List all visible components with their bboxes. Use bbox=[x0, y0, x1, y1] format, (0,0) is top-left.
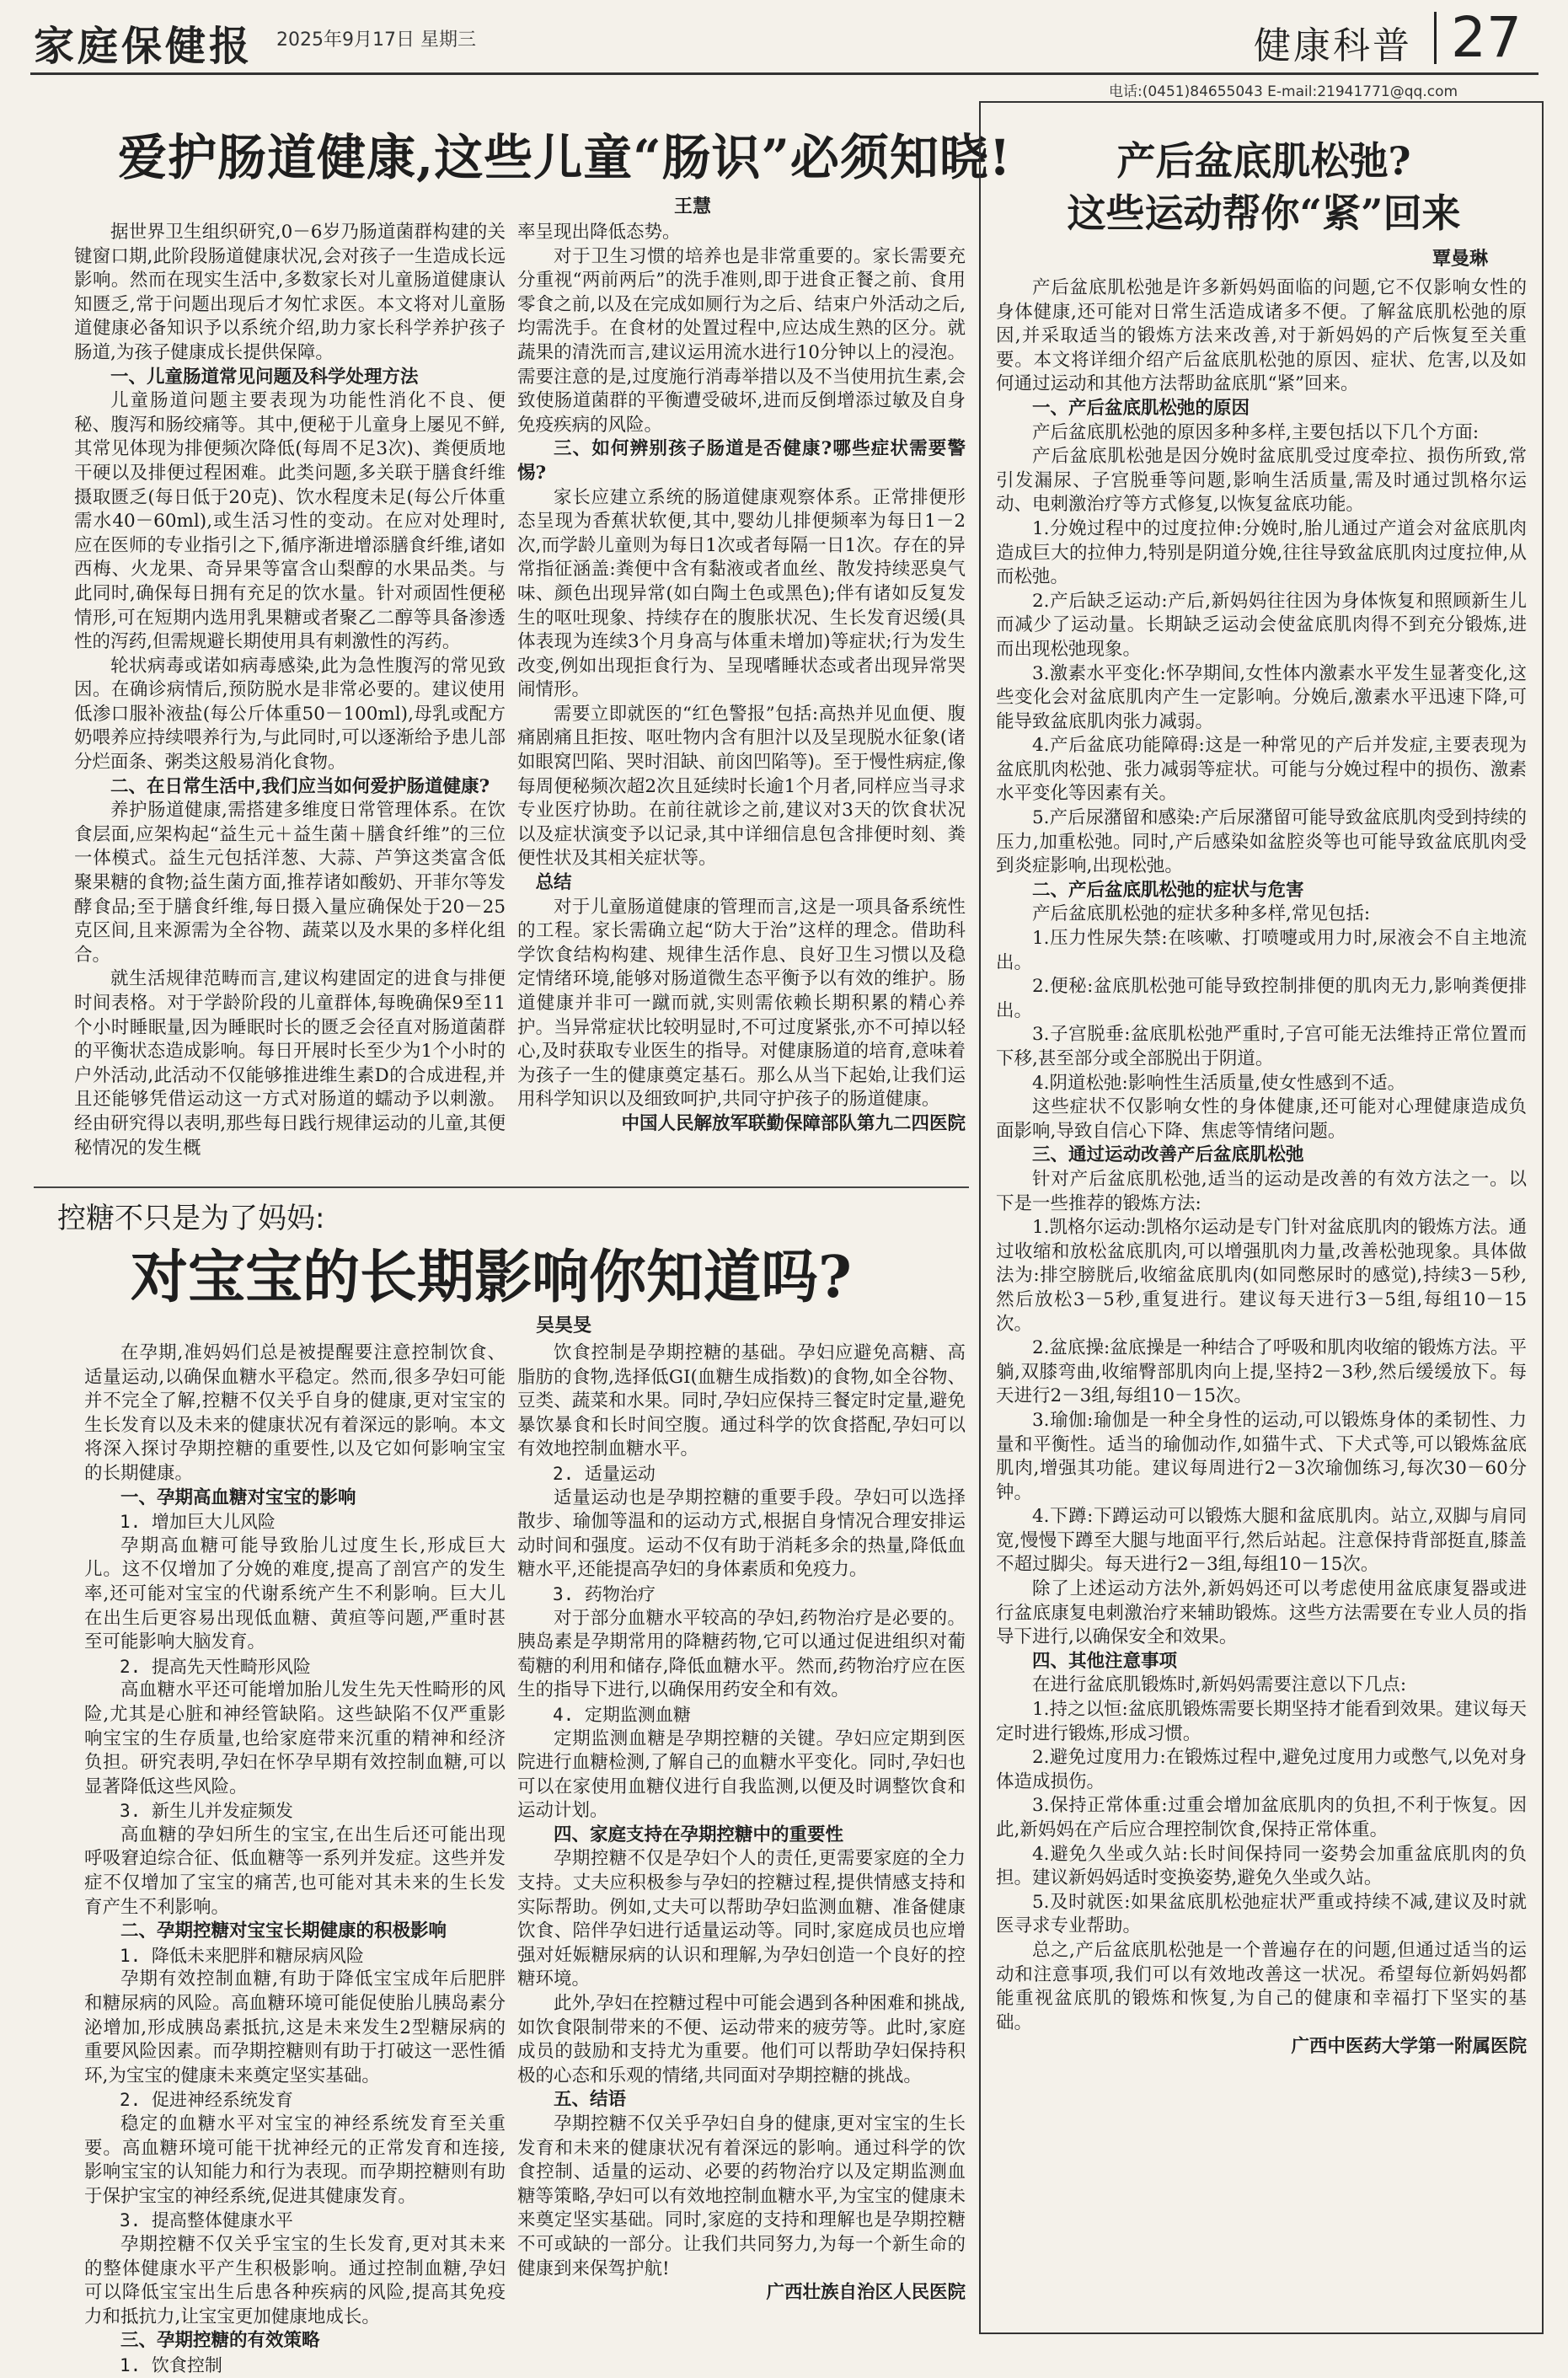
subheading: 五、结语 bbox=[554, 2089, 627, 2111]
paragraph: 3.保持正常体重:过重会增加盆底肌肉的负担,不利于恢复。因此,新妈妈在产后应合理控制饮食,保持正常体重。 bbox=[996, 1795, 1527, 1840]
paragraph: 2.盆底操:盆底操是一种结合了呼吸和肌肉收缩的锻炼方法。平躺,双膝弯曲,收缩臀部肌肉向上提,坚持2－3秒,然后缓缓放下。每天进行2－3组,每组10－15次。 bbox=[996, 1337, 1527, 1407]
paragraph: 5.及时就医:如果盆底肌松弛症状严重或持续不减,建议及时就医寻求专业帮助。 bbox=[996, 1891, 1527, 1937]
subheading: 二、在日常生活中,我们应当如何爱护肠道健康? bbox=[110, 775, 490, 797]
sub-subheading: 3. 药物治疗 bbox=[553, 1583, 656, 1604]
sub-subheading: 3. 新生儿并发症频发 bbox=[120, 1801, 293, 1822]
title-line: 产后盆底肌松弛? bbox=[1116, 138, 1411, 184]
paragraph: 3.激素水平变化:怀孕期间,女性体内激素水平发生显著变化,这些变化会对盆底肌肉产生一定影响。分娩后,激素水平迅速下降,可能导致盆底肌肉张力减弱。 bbox=[996, 662, 1527, 732]
paragraph: 适量运动也是孕期控糖的重要手段。孕妇可以选择散步、瑜伽等温和的运动方式,根据自身情况合理安排运动时间和强度。运动不仅有助于消耗多余的热量,降低血糖水平,还能提高孕妇的身体素质和免疫力。 bbox=[517, 1486, 966, 1581]
paragraph: 据世界卫生组织研究,0－6岁乃肠道菌群构建的关键窗口期,此阶段肠道健康状况,会对孩子一生造成长远影响。然而在现实生活中,多数家长对儿童肠道健康认知匮乏,常于问题出现后才匆忙求医。本文将对儿童肠道健康必备知识予以系统介绍,助力家长科学养护孩子肠道,为孩子健康成长提供保障。 bbox=[74, 222, 506, 363]
paragraph: 2.产后缺乏运动:产后,新妈妈往往因为身体恢复和照顾新生儿而减少了运动量。长期缺乏运动会使盆底肌肉得不到充分锻炼,进而出现松弛现象。 bbox=[996, 590, 1527, 660]
issue-date: 2025年9月17日 星期三 bbox=[276, 29, 476, 51]
article-author: 王慧 bbox=[674, 195, 712, 217]
subheading: 三、通过运动改善产后盆底肌松弛 bbox=[1032, 1144, 1304, 1166]
article-kicker: 控糖不只是为了妈妈: bbox=[57, 1202, 325, 1235]
paragraph: 饮食控制是孕期控糖的基础。孕妇应避免高糖、高脂肪的食物,选择低GI(血糖生成指数)的食物,如全谷物、豆类、蔬菜和水果。同时,孕妇应保持三餐定时定量,避免暴饮暴食和长时间空腹。通过科学的饮食搭配,孕妇可以有效地控制血糖水平。 bbox=[517, 1342, 966, 1460]
paragraph: 2.便秘:盆底肌松弛可能导致控制排便的肌肉无力,影响粪便排出。 bbox=[996, 976, 1527, 1021]
paragraph: 孕期控糖不仅关乎宝宝的生长发育,更对其未来的整体健康水平产生积极影响。通过控制血糖,孕妇可以降低宝宝出生后患各种疾病的风险,提高其免疫力和抵抗力,让宝宝更加健康地成长。 bbox=[84, 2233, 506, 2327]
subheading: 总结 bbox=[535, 872, 572, 894]
paragraph: 这些症状不仅影响女性的身体健康,还可能对心理健康造成负面影响,导致自信心下降、焦虑等情绪问题。 bbox=[996, 1096, 1527, 1142]
masthead-rule bbox=[30, 72, 1539, 75]
article-title bbox=[994, 135, 1533, 239]
title-line: 这些运动帮你“紧”回来 bbox=[1067, 190, 1461, 236]
section-title: 健康科普 bbox=[1254, 24, 1412, 67]
article-column bbox=[517, 1342, 966, 2332]
article-author: 吴昊旻 bbox=[536, 1315, 592, 1336]
sub-subheading: 1. 增加巨大儿风险 bbox=[120, 1512, 276, 1533]
masthead bbox=[0, 0, 1568, 84]
article-title: 爱护肠道健康,这些儿童“肠识”必须知晓! bbox=[118, 129, 1012, 186]
section-divider bbox=[34, 1186, 969, 1188]
paragraph: 4.避免久坐或久站:长时间保持同一姿势会加重盆底肌肉的负担。建议新妈妈适时变换姿势,避免久坐或久站。 bbox=[996, 1843, 1527, 1889]
paragraph: 3.子宫脱垂:盆底肌松弛严重时,子宫可能无法维持正常位置而下移,甚至部分或全部脱出于阴道。 bbox=[996, 1024, 1527, 1069]
paragraph: 就生活规律范畴而言,建议构建固定的进食与排便时间表格。对于学龄阶段的儿童群体,每晚确保9至11个小时睡眠量,因为睡眠时长的匮乏会径直对肠道菌群的平衡状态造成影响。每日开展时长至少为1个小时的户外活动,此活动不仅能够推进维生素D的合成进程,并且还能够凭借运动这一方式对肠道的蠕动予以刺激。经由研究得以表明,那些每日践行规律运动的儿童,其便秘情况的发生概 bbox=[74, 968, 506, 1159]
paragraph: 对于卫生习惯的培养也是非常重要的。家长需要充分重视“两前两后”的洗手准则,即于进食正餐之前、食用零食之前,以及在完成如厕行为之后、结束户外活动之后,均需洗手。在食材的处置过程中,应达成生熟的区分。就蔬果的清洗而言,建议运用流水进行10分钟以上的浸泡。需要注意的是,过度施行消毒举措以及不当使用抗生素,会致使肠道菌群的平衡遭受破坏,进而反倒增添过敏及自身免疫疾病的风险。 bbox=[517, 245, 966, 436]
paragraph: 孕期有效控制血糖,有助于降低宝宝成年后肥胖和糖尿病的风险。高血糖环境可能促使胎儿胰岛素分泌增加,形成胰岛素抵抗,这是未来发生2型糖尿病的重要风险因素。而孕期控糖则有助于打破这一恶性循环,为宝宝的健康未来奠定坚实基础。 bbox=[84, 1968, 506, 2086]
paragraph: 儿童肠道问题主要表现为功能性消化不良、便秘、腹泻和肠绞痛等。其中,便秘于儿童身上屡见不鲜,其常见体现为排便频次降低(每周不足3次)、粪便质地干硬以及排便过程困难。此类问题,多关联于膳食纤维摄取匮乏(每日低于20克)、饮水程度未足(每公斤体重需水40－60ml),或生活习性的变动。在应对处理时,应在医师的专业指引之下,循序渐进增添膳食纤维,诸如西梅、火龙果、奇异果等富含山梨醇的水果品类。与此同时,确保每日拥有充足的饮水量。针对顽固性便秘情形,可在短期内选用乳果糖或者聚乙二醇等具备渗透性的泻药,但需规避长期使用具有刺激性的泻药。 bbox=[74, 390, 506, 653]
sub-subheading: 1. 降低未来肥胖和糖尿病风险 bbox=[120, 1945, 364, 1966]
paragraph: 产后盆底肌松弛是许多新妈妈面临的问题,它不仅影响女性的身体健康,还可能对日常生活造成诸多不便。了解盆底肌松弛的原因,并采取适当的锻炼方法来改善,对于新妈妈的产后恢复至关重要。本文将详细介绍产后盆底肌松弛的原因、症状、危害,以及如何通过运动和其他方法帮助盆底肌“紧”回来。 bbox=[996, 277, 1527, 395]
paragraph: 高血糖的孕妇所生的宝宝,在出生后还可能出现呼吸窘迫综合征、低血糖等一系列并发症。这些并发症不仅增加了宝宝的痛苦,也可能对其未来的生长发育产生不利影响。 bbox=[84, 1824, 506, 1918]
paragraph: 4.产后盆底功能障碍:这是一种常见的产后并发症,主要表现为盆底肌肉松弛、张力减弱等症状。可能与分娩过程中的损伤、激素水平变化等因素有关。 bbox=[996, 735, 1527, 805]
paragraph: 4.阴道松弛:影响性生活质量,使女性感到不适。 bbox=[1032, 1072, 1406, 1094]
paragraph: 产后盆底肌松弛的症状多种多样,常见包括: bbox=[1032, 903, 1371, 925]
article-column bbox=[517, 221, 966, 1181]
paragraph: 率呈现出降低态势。 bbox=[517, 222, 681, 243]
paragraph: 除了上述运动方法外,新妈妈还可以考虑使用盆底康复器或进行盆底康复电刺激治疗来辅助锻炼。这些方法需要在专业人员的指导下进行,以确保安全和效果。 bbox=[996, 1578, 1527, 1648]
paragraph: 1.凯格尔运动:凯格尔运动是专门针对盆底肌肉的锻炼方法。通过收缩和放松盆底肌肉,可以增强肌肉力量,改善松弛现象。具体做法为:排空膀胱后,收缩盆底肌肉(如同憋尿时的感觉),持续3－5秒,然后放松3－5秒,重复进行。建议每天进行3－5组,每组10－15次。 bbox=[996, 1217, 1527, 1335]
paragraph: 养护肠道健康,需搭建多维度日常管理体系。在饮食层面,应架构起“益生元＋益生菌＋膳食纤维”的三位一体模式。益生元包括洋葱、大蒜、芦笋这类富含低聚果糖的食物;益生菌方面,推荐诸如酸奶、开菲尔等发酵食品;至于膳食纤维,每日摄入量应确保处于20－25克区间,且来源需为全谷物、蔬菜以及水果的多样化组合。 bbox=[74, 800, 506, 966]
paragraph: 4.下蹲:下蹲运动可以锻炼大腿和盆底肌肉。站立,双脚与肩同宽,慢慢下蹲至大腿与地面平行,然后站起。注意保持背部挺直,膝盖不超过脚尖。每天进行2－3组,每组10－15次。 bbox=[996, 1506, 1527, 1576]
hospital-credit: 中国人民解放军联勤保障部队第九二四医院 bbox=[621, 1112, 966, 1134]
divider bbox=[1434, 12, 1437, 64]
paragraph: 3.瑜伽:瑜伽是一种全身性的运动,可以锻炼身体的柔韧性、力量和平衡性。适当的瑜伽动作,如猫牛式、下犬式等,可以锻炼盆底肌肉,增强其功能。建议每周进行2－3次瑜伽练习,每次30－60分钟。 bbox=[996, 1409, 1527, 1503]
subheading: 四、其他注意事项 bbox=[1032, 1650, 1178, 1672]
paragraph: 总之,产后盆底肌松弛是一个普遍存在的问题,但通过适当的运动和注意事项,我们可以有效地改善这一状况。希望每位新妈妈都能重视盆底肌的锻炼和恢复,为自己的健康和幸福打下坚实的基础。 bbox=[996, 1939, 1527, 2033]
paragraph: 针对产后盆底肌松弛,适当的运动是改善的有效方法之一。以下是一些推荐的锻炼方法: bbox=[996, 1168, 1527, 1214]
hospital-credit: 广西壮族自治区人民医院 bbox=[766, 2282, 966, 2304]
article-column bbox=[84, 1342, 506, 2375]
sub-subheading: 2. 促进神经系统发育 bbox=[120, 2090, 293, 2111]
paragraph: 对于部分血糖水平较高的孕妇,药物治疗是必要的。胰岛素是孕期常用的降糖药物,它可以通过促进组织对葡萄糖的利用和储存,降低血糖水平。然而,药物治疗应在医生的指导下进行,以确保用药安全和有效。 bbox=[517, 1607, 966, 1701]
paragraph: 家长应建立系统的肠道健康观察体系。正常排便形态呈现为香蕉状软便,其中,婴幼儿排便频率为每日1－2次,而学龄儿童则为每日1次或者每隔一日1次。存在的异常指征涵盖:粪便中含有黏液或者血丝、散发持续恶臭气味、颜色出现异常(如白陶土色或黑色);伴有诸如反复发生的呕吐现象、持续存在的腹胀状况、生长发育迟缓(具体表现为连续3个月身高与体重未增加)等症状;行为发生改变,例如出现拒食行为、呈现嗜睡状态或者出现异常哭闹情形。 bbox=[517, 486, 966, 701]
article-author: 覃曼琳 bbox=[1432, 248, 1489, 270]
paragraph: 1.分娩过程中的过度拉伸:分娩时,胎儿通过产道会对盆底肌肉造成巨大的拉伸力,特别是阴道分娩,往往导致盆底肌肉过度拉伸,从而松弛。 bbox=[996, 517, 1527, 588]
paragraph: 高血糖水平还可能增加胎儿发生先天性畸形的风险,尤其是心脏和神经管缺陷。这些缺陷不仅严重影响宝宝的生存质量,也给家庭带来沉重的精神和经济负担。研究表明,孕妇在怀孕早期有效控制血糖,可以显著降低这些风险。 bbox=[84, 1679, 506, 1797]
paragraph: 孕期控糖不仅是孕妇个人的责任,更需要家庭的全力支持。丈夫应积极参与孕妇的控糖过程,提供情感支持和实际帮助。例如,丈夫可以帮助孕妇监测血糖、准备健康饮食、陪伴孕妇进行适量运动等。同时,家庭成员也应增强对妊娠糖尿病的认识和理解,为孕妇创造一个良好的控糖环境。 bbox=[517, 1848, 966, 1990]
paragraph: 孕期控糖不仅关乎孕妇自身的健康,更对宝宝的生长发育和未来的健康状况有着深远的影响。通过科学的饮食控制、适量的运动、必要的药物治疗以及定期监测血糖等策略,孕妇可以有效地控制血糖水平,为宝宝的健康未来奠定坚实基础。同时,家庭的支持和理解也是孕期控糖不可或缺的一部分。让我们共同努力,为每一个新生命的健康到来保驾护航! bbox=[517, 2113, 966, 2279]
paragraph: 在孕期,准妈妈们总是被提醒要注意控制饮食、适量运动,以确保血糖水平稳定。然而,很多孕妇可能并不完全了解,控糖不仅关乎自身的健康,更对宝宝的生长发育以及未来的健康状况有着深远的影响。本文将深入探讨孕期控糖的重要性,以及它如何影响宝宝的长期健康。 bbox=[84, 1342, 506, 1484]
article-title: 对宝宝的长期影响你知道吗? bbox=[131, 1244, 852, 1311]
paragraph: 5.产后尿潴留和感染:产后尿潴留可能导致盆底肌肉受到持续的压力,加重松弛。同时,产后感染如盆腔炎等也可能导致盆底肌肉受到炎症影响,出现松弛。 bbox=[996, 807, 1527, 877]
subheading: 一、孕期高血糖对宝宝的影响 bbox=[120, 1486, 356, 1508]
page-number: 27 bbox=[1451, 5, 1522, 70]
sub-subheading: 2. 提高先天性畸形风险 bbox=[120, 1656, 311, 1677]
contact-info: 电话:(0451)84655043 E-mail:21941771@qq.com bbox=[1109, 83, 1458, 100]
paragraph: 此外,孕妇在控糖过程中可能会遇到各种困难和挑战,如饮食限制带来的不便、运动带来的疲劳等。此时,家庭成员的鼓励和支持尤为重要。他们可以帮助孕妇保持积极的心态和乐观的情绪,共同面对孕期控糖的挑战。 bbox=[517, 1993, 966, 2086]
paragraph: 产后盆底肌松弛的原因多种多样,主要包括以下几个方面: bbox=[1032, 421, 1480, 443]
sub-subheading: 2. 适量运动 bbox=[553, 1463, 656, 1484]
subheading: 三、孕期控糖的有效策略 bbox=[120, 2330, 320, 2352]
article-column bbox=[74, 221, 506, 1181]
paragraph: 稳定的血糖水平对宝宝的神经系统发育至关重要。高血糖环境可能干扰神经元的正常发育和连接,影响宝宝的认知能力和行为表现。而孕期控糖则有助于保护宝宝的神经系统,促进其健康发育。 bbox=[84, 2113, 506, 2207]
paragraph: 产后盆底肌松弛是因分娩时盆底肌受过度牵拉、损伤所致,常引发漏尿、子宫脱垂等问题,影响生活质量,需及时通过凯格尔运动、电刺激治疗等方式修复,以恢复盆底功能。 bbox=[996, 446, 1527, 516]
paragraph: 需要立即就医的“红色警报”包括:高热并见血便、腹痛剧痛且拒按、呕吐物内含有胆汁以及呈现脱水征象(诸如眼窝凹陷、哭时泪缺、前囟凹陷等)。至于慢性病症,像每周便秘频次超2次且延续时长逾1个月者,同样应当寻求专业医疗协助。在前往就诊之前,建议对3天的饮食状况以及症状演变予以记录,其中详细信息包含排便时刻、粪便性状及其相关症状等。 bbox=[517, 703, 966, 870]
subheading: 一、儿童肠道常见问题及科学处理方法 bbox=[110, 366, 419, 388]
paragraph: 轮状病毒或诺如病毒感染,此为急性腹泻的常见致因。在确诊病情后,预防脱水是非常必要的。建议使用低渗口服补液盐(每公斤体重50－100ml),母乳或配方奶喂养应持续喂养行为,与此同时,可以逐渐给予患儿部分烂面条、粥类这般易消化食物。 bbox=[74, 655, 506, 774]
sub-subheading: 4. 定期监测血糖 bbox=[553, 1704, 691, 1725]
hospital-credit: 广西中医药大学第一附属医院 bbox=[1291, 2036, 1527, 2058]
sub-subheading: 3. 提高整体健康水平 bbox=[120, 2210, 293, 2231]
paragraph: 对于儿童肠道健康的管理而言,这是一项具备系统性的工程。家长需确立起“防大于治”这样的理念。借助科学饮食结构构建、规律生活作息、良好卫生习惯以及稳定情绪环境,能够对肠道微生态平衡予以有效的维护。肠道健康并非可一蹴而就,实则需依赖长期积累的精心养护。当异常症状比较明显时,不可过度紧张,亦不可掉以轻心,及时获取专业医生的指导。对健康肠道的培育,意味着为孩子一生的健康奠定基石。那么从当下起始,让我们运用科学知识以及细致呵护,共同守护孩子的肠道健康。 bbox=[517, 896, 966, 1111]
paragraph: 孕期高血糖可能导致胎儿过度生长,形成巨大儿。这不仅增加了分娩的难度,提高了剖宫产的发生率,还可能对宝宝的代谢系统产生不利影响。巨大儿在出生后更容易出现低血糖、黄疸等问题,严重时甚至可能影响大脑发育。 bbox=[84, 1534, 506, 1653]
paragraph: 定期监测血糖是孕期控糖的关键。孕妇应定期到医院进行血糖检测,了解自己的血糖水平变化。同时,孕妇也可以在家使用血糖仪进行自我监测,以便及时调整饮食和运动计划。 bbox=[517, 1727, 966, 1822]
subheading: 三、如何辨别孩子肠道是否健康?哪些症状需要警惕? bbox=[517, 438, 966, 484]
paragraph: 1.压力性尿失禁:在咳嗽、打喷嚏或用力时,尿液会不自主地流出。 bbox=[996, 928, 1527, 973]
newspaper-name: 家庭保健报 bbox=[34, 23, 254, 70]
paragraph: 1.持之以恒:盆底肌锻炼需要长期坚持才能看到效果。建议每天定时进行锻炼,形成习惯。 bbox=[996, 1699, 1527, 1744]
sub-subheading: 1. 饮食控制 bbox=[120, 2354, 222, 2375]
article-column bbox=[996, 276, 1527, 2324]
subheading: 二、产后盆底肌松弛的症状与危害 bbox=[1032, 879, 1304, 901]
paragraph: 2.避免过度用力:在锻炼过程中,避免过度用力或憋气,以免对身体造成损伤。 bbox=[996, 1747, 1527, 1792]
subheading: 四、家庭支持在孕期控糖中的重要性 bbox=[554, 1824, 844, 1845]
subheading: 一、产后盆底肌松弛的原因 bbox=[1032, 397, 1250, 419]
subheading: 二、孕期控糖对宝宝长期健康的积极影响 bbox=[120, 1920, 447, 1942]
paragraph: 在进行盆底肌锻炼时,新妈妈需要注意以下几点: bbox=[1032, 1674, 1407, 1696]
